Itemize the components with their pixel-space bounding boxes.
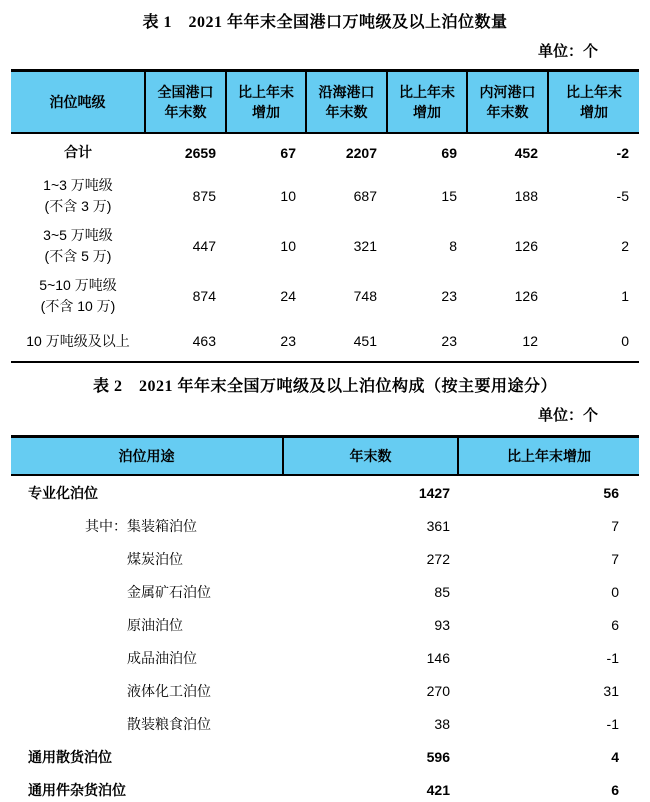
cell-value: 69 (441, 144, 457, 161)
row-label-line: (不含 10 万) (40, 298, 116, 314)
cell-value: 15 (441, 188, 457, 204)
table2-unit-label: 单位：个 (537, 408, 598, 424)
row-label: 其中：集装箱泊位 (85, 517, 197, 534)
cell-value: 67 (280, 144, 296, 161)
table1-row-over-10wt (11, 321, 639, 362)
table2-body (11, 475, 639, 802)
table2-header-cell-usage: 泊位用途 (11, 437, 283, 476)
table1-header-cell-inland-change (548, 71, 639, 134)
cell-delta: -1 (606, 715, 619, 732)
cell-value: 875 (192, 188, 216, 204)
header-line: 年末数 (164, 104, 207, 120)
row-label-line: 3~5 万吨级 (43, 227, 113, 243)
cell-value: 0 (621, 333, 629, 349)
cell-value: 8 (449, 238, 457, 254)
table1-header-cell-inland-yearend (467, 71, 548, 134)
cell-value: 10 (280, 188, 296, 204)
cell-value: 421 (426, 781, 450, 798)
header-line: 内河港口 (479, 84, 536, 100)
cell-delta: 31 (603, 682, 619, 699)
cell-value: 2 (621, 238, 629, 254)
row-label: 通用件杂货泊位 (28, 781, 126, 798)
table2-row-crude-oil (11, 608, 639, 641)
table2-header (11, 437, 639, 476)
table1-header-cell-coastal-change (387, 71, 467, 134)
table2-header-cell-yearend: 年末数 (283, 437, 458, 476)
cell-value: 596 (426, 748, 450, 765)
table1-title: 表 1 2021 年年末全国港口万吨级及以上泊位数量 (142, 14, 508, 31)
cell-value: 93 (434, 616, 450, 633)
cell-value: 451 (353, 333, 377, 349)
row-label (11, 171, 145, 221)
table1-header-cell-national-change (226, 71, 306, 134)
table2-berth-composition (11, 435, 639, 802)
table2-row-liquid-chemical (11, 674, 639, 707)
header-line: 沿海港口 (318, 84, 375, 100)
cell-value: 463 (192, 333, 216, 349)
cell-value: -5 (616, 188, 629, 204)
cell-value: 361 (426, 517, 450, 534)
cell-value: 126 (514, 288, 538, 304)
table2-row-refined-oil (11, 641, 639, 674)
cell-value: 447 (192, 238, 216, 254)
row-label-line: 5~10 万吨级 (39, 277, 117, 293)
cell-value: 188 (514, 188, 538, 204)
table1-row-1-3wt (11, 171, 639, 221)
cell-value: 2659 (184, 144, 216, 161)
cell-value: 126 (514, 238, 538, 254)
cell-value: 85 (434, 583, 450, 600)
row-label-line: (不含 5 万) (44, 248, 112, 264)
row-label (11, 221, 145, 271)
table1-row-5-10wt (11, 271, 639, 321)
cell-delta: 0 (611, 583, 619, 600)
row-label: 通用散货泊位 (28, 748, 112, 765)
table2-row-general-cargo (11, 773, 639, 802)
table2-row-coal (11, 542, 639, 575)
row-label-line: 10 万吨级及以上 (26, 332, 130, 349)
row-label-line: (不含 3 万) (44, 198, 112, 214)
table2-row-specialized (11, 475, 639, 509)
row-label-line: 合计 (64, 144, 92, 160)
table2-header-row (11, 437, 639, 476)
table1-header-cell-national-yearend (145, 71, 226, 134)
table1-header-cell-coastal-yearend (306, 71, 387, 134)
header-line: 比上年末 (238, 84, 294, 100)
cell-delta: 4 (611, 748, 619, 765)
cell-delta: 6 (611, 616, 619, 633)
row-label: 金属矿石泊位 (127, 583, 211, 600)
cell-value: 321 (353, 238, 377, 254)
cell-value: 272 (426, 550, 450, 567)
row-label: 煤炭泊位 (127, 550, 183, 567)
row-label: 液体化工泊位 (127, 682, 211, 699)
table2-row-bulk-grain (11, 707, 639, 740)
cell-value: -2 (616, 144, 629, 161)
header-line: 全国港口 (157, 84, 214, 100)
cell-delta: 7 (611, 550, 619, 567)
cell-value: 687 (353, 188, 377, 204)
cell-delta: -1 (606, 649, 619, 666)
cell-value: 23 (441, 333, 457, 349)
cell-value: 24 (280, 288, 296, 304)
cell-value: 270 (426, 682, 450, 699)
table1-header (11, 71, 639, 134)
header-line: 比上年末 (566, 84, 622, 100)
cell-value: 1 (621, 288, 629, 304)
table2-title: 表 2 2021 年年末全国万吨级及以上泊位构成（按主要用途分） (92, 378, 557, 395)
table2-header-cell-change: 比上年末增加 (458, 437, 639, 476)
row-label (11, 271, 145, 321)
cell-value: 874 (192, 288, 216, 304)
header-line: 增加 (252, 104, 280, 120)
table1-row-3-5wt (11, 221, 639, 271)
table1-unit-label: 单位：个 (537, 44, 598, 60)
row-label-line: 1~3 万吨级 (43, 177, 113, 193)
table1-header-row (11, 71, 639, 134)
table1-body (11, 133, 639, 362)
row-label: 原油泊位 (127, 616, 183, 633)
row-label (11, 321, 145, 362)
row-label: 散装粮食泊位 (127, 715, 211, 732)
header-line: 年末数 (325, 104, 368, 120)
cell-value: 452 (514, 144, 538, 161)
cell-value: 23 (441, 288, 457, 304)
header-line: 增加 (580, 104, 608, 120)
header-line: 年末数 (486, 104, 529, 120)
row-label: 成品油泊位 (127, 649, 197, 666)
cell-value: 12 (522, 333, 538, 349)
table2-row-metal-ore (11, 575, 639, 608)
cell-value: 10 (280, 238, 296, 254)
cell-delta: 56 (603, 484, 619, 501)
cell-value: 38 (434, 715, 450, 732)
table2-row-container (11, 509, 639, 542)
table1-berth-count (11, 69, 639, 363)
cell-value: 1427 (418, 484, 450, 501)
cell-delta: 6 (611, 781, 619, 798)
cell-value: 23 (280, 333, 296, 349)
cell-delta: 7 (611, 517, 619, 534)
row-label (11, 133, 145, 171)
cell-value: 2207 (345, 144, 377, 161)
table1-header-cell-tonnage: 泊位吨级 (11, 71, 145, 134)
header-line: 增加 (413, 104, 441, 120)
table1-row-total (11, 133, 639, 171)
table2-row-general-bulk (11, 740, 639, 773)
header-line: 比上年末 (399, 84, 455, 100)
cell-value: 748 (353, 288, 377, 304)
row-label: 专业化泊位 (28, 484, 98, 501)
cell-value: 146 (426, 649, 450, 666)
